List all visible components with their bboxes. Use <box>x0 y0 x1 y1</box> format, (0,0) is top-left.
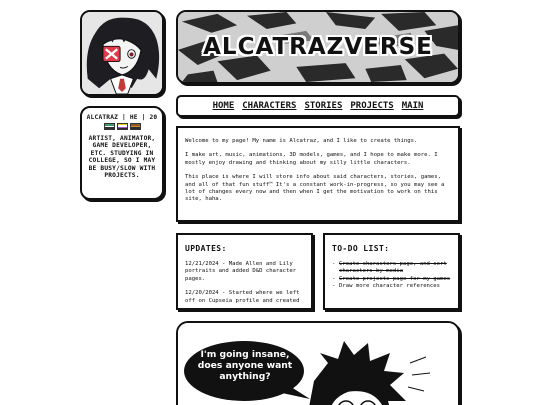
intro-panel <box>176 126 460 222</box>
updates-panel[interactable] <box>176 233 313 310</box>
main-nav <box>176 95 460 117</box>
update-entry: 12/20/2024 - Started where we left off on Cupseia profile and created <box>185 290 300 304</box>
todo-item <box>332 261 451 276</box>
pride-flag-1 <box>104 123 115 130</box>
profile-name-line: ALCATRAZ | HE | 20 <box>86 114 158 121</box>
nav-main-link[interactable]: MAIN <box>401 101 424 111</box>
avatar-portrait-image <box>82 12 162 94</box>
profile-bio: ARTIST, ANIMATOR, GAME DEVELOPER, ETC. STUDYING IN COLLEGE, SO I MAY BE BUSY/SLOW WITH PROJECTS. <box>88 135 156 180</box>
todo-bullet: - <box>332 283 336 290</box>
pride-flags <box>86 123 158 130</box>
nav-home-link[interactable]: HOME <box>212 101 235 111</box>
todo-panel <box>323 233 460 310</box>
flag-stripe <box>118 128 127 129</box>
intro-paragraph: Welcome to my page! My name is Alcatraz, and I like to create things. <box>185 138 418 144</box>
site-title: ALCATRAZVERSE <box>203 34 433 60</box>
comic-speech-text: I'm going insane, does anyone want anything? <box>197 349 293 382</box>
avatar <box>80 10 164 96</box>
updates-title: UPDATES: <box>185 244 227 253</box>
profile-card <box>80 106 164 200</box>
todo-item-text: Create characters page, and sort characters by media <box>339 261 447 275</box>
nav-characters-link[interactable]: CHARACTERS <box>242 101 297 111</box>
todo-bullet: - <box>332 275 336 282</box>
todo-title: TO-DO LIST: <box>332 244 390 253</box>
todo-item <box>332 276 451 283</box>
pride-flag-3 <box>130 123 141 130</box>
todo-item <box>332 283 451 290</box>
flag-stripe <box>131 127 140 129</box>
todo-item-text: Draw more character references <box>339 283 441 290</box>
update-entry: 12/21/2024 - Made Allen and Lily portraits and added D&D character pages. <box>185 261 297 282</box>
pride-flag-2 <box>117 123 128 130</box>
nav-stories-link[interactable]: STORIES <box>304 101 343 111</box>
todo-item-text: Create projects page for my games <box>339 275 451 282</box>
nav-projects-link[interactable]: PROJECTS <box>350 101 394 111</box>
intro-paragraph: I make art, music, animations, 3D models, games, and I hope to make more. I mostly enjoy drawing and thinking about my silly little characters. <box>185 152 438 166</box>
flag-stripe <box>105 127 114 129</box>
comic-panel <box>176 321 460 405</box>
intro-paragraph: This place is where I will store info about said characters, stories, games, and all of that fun stuff™ It's a constant work-in-progress, so you may see a lot of changes every now and then when I get the motivation to work on this site, haha. <box>185 174 445 203</box>
todo-bullet: - <box>332 261 336 267</box>
header-banner <box>176 10 460 84</box>
